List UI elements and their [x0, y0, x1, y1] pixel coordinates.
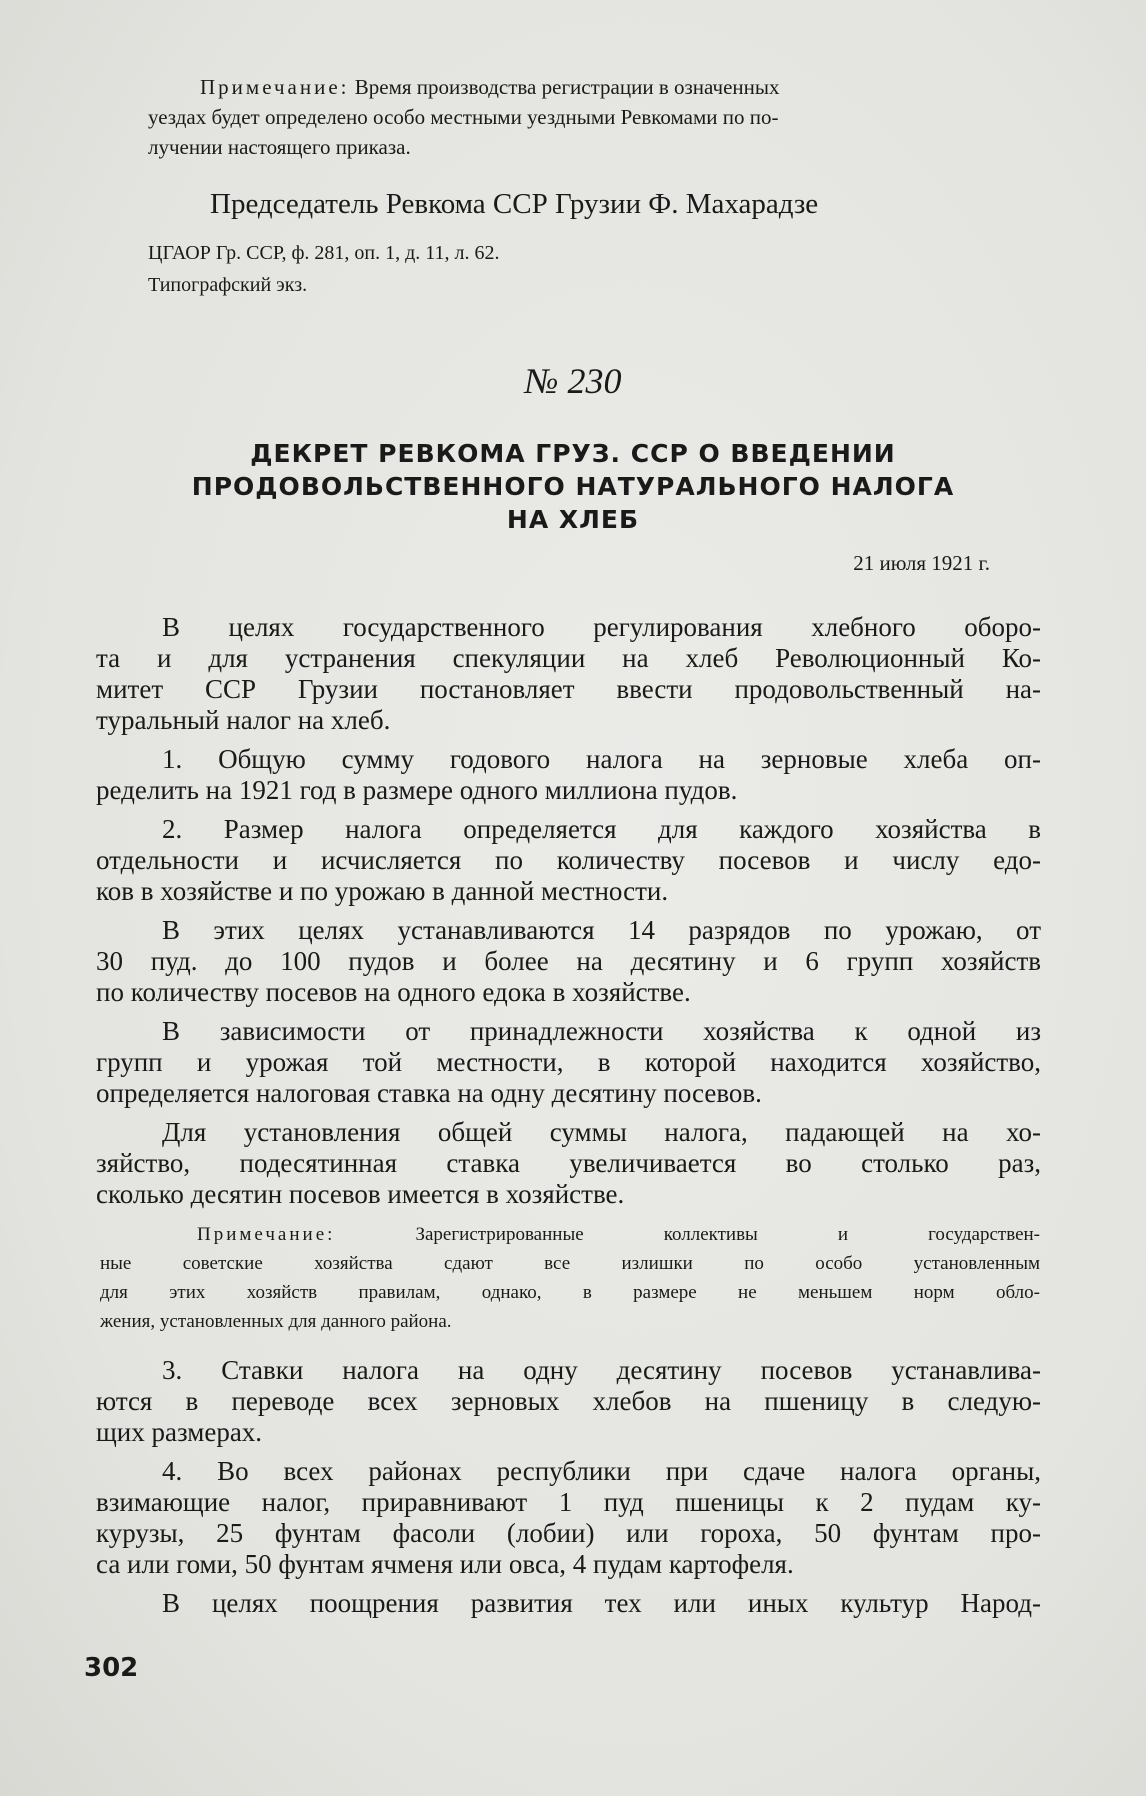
signature: Председатель Ревкома ССР Грузии Ф. Махарадзе	[210, 188, 819, 220]
document-date: 21 июля 1921 г.	[853, 551, 990, 575]
heading-line: ДЕКРЕТ РЕВКОМА ГРУЗ. ССР О ВВЕДЕНИИ	[250, 439, 896, 468]
page-number: 302	[84, 1653, 139, 1683]
note2-line: для этих хозяйств правилам, однако, в размере не меньшем норм обло-	[100, 1282, 1040, 1303]
note-collectives	[100, 1220, 1040, 1336]
document-heading	[100, 437, 1046, 536]
decree-body	[96, 612, 1041, 1218]
note-top-line: Примечание: Время производства регистрации в означенных	[200, 75, 780, 99]
note-top	[148, 72, 1043, 162]
paragraph: В этих целях устанавливаются 14 разрядов по урожаю, от 30 пуд. до 100 пудов и более на десятину и 6 групп хозяйств по количеству посевов на одного едока в хозяйстве.	[96, 915, 1041, 1007]
note-top-line: лучении настоящего приказа.	[148, 135, 411, 159]
note2-label: Примечание:	[197, 1224, 336, 1245]
archive-line: ЦГАОР Гр. ССР, ф. 281, оп. 1, д. 11, л. 62.	[148, 242, 500, 264]
note-top-label: Примечание:	[200, 75, 350, 99]
paragraph: 1. Общую сумму годового налога на зерновые хлеба оп- ределить на 1921 год в размере одного миллиона пудов.	[96, 744, 1041, 805]
note2-line: Примечание: Зарегистрированные коллективы и государствен-	[197, 1224, 1041, 1245]
decree-body-continued	[96, 1355, 1041, 1627]
paragraph: 4. Во всех районах республики при сдаче налога органы, взимающие налог, приравнивают 1 пуд пшеницы к 2 пудам ку- курузы, 25 фунтам фасоли (лобии) или гороха, 50 фунтам про- са или гоми, 50 фунтам ячменя или овса, 4 пудам картофеля.	[96, 1456, 1041, 1579]
archive-line: Типографский экз.	[148, 274, 308, 296]
paragraph: В целях поощрения развития тех или иных культур Народ-	[162, 1588, 1041, 1618]
heading-line: НА ХЛЕБ	[506, 505, 640, 534]
archive-reference	[148, 237, 748, 301]
note-top-line: уездах будет определено особо местными уездными Ревкомами по по-	[148, 105, 779, 129]
paragraph: 3. Ставки налога на одну десятину посевов устанавлива- ются в переводе всех зерновых хлебов на пшеницу в следую- щих размерах.	[96, 1355, 1041, 1447]
note2-line: ные советские хозяйства сдают все излишки по особо установленным	[100, 1253, 1040, 1274]
paragraph: 2. Размер налога определяется для каждого хозяйства в отдельности и исчисляется по количеству посевов и числу едо- ков в хозяйстве и по урожаю в данной местности.	[96, 814, 1041, 906]
document-number: № 230	[524, 361, 622, 401]
note2-line: жения, установленных для данного района.	[100, 1311, 452, 1332]
heading-line: ПРОДОВОЛЬСТВЕННОГО НАТУРАЛЬНОГО НАЛОГА	[191, 472, 955, 501]
paragraph: В целях государственного регулирования хлебного оборо- та и для устранения спекуляции на хлеб Революционный Ко- митет ССР Грузии постановляет ввести продовольственный на- туральный налог на хлеб.	[96, 612, 1041, 735]
paragraph: Для установления общей суммы налога, падающей на хо- зяйство, подесятинная ставка увеличивается во столько раз, сколько десятин посевов имеется в хозяйстве.	[96, 1117, 1041, 1209]
paragraph: В зависимости от принадлежности хозяйства к одной из групп и урожая той местности, в которой находится хозяйство, определяется налоговая ставка на одну десятину посевов.	[96, 1016, 1041, 1108]
